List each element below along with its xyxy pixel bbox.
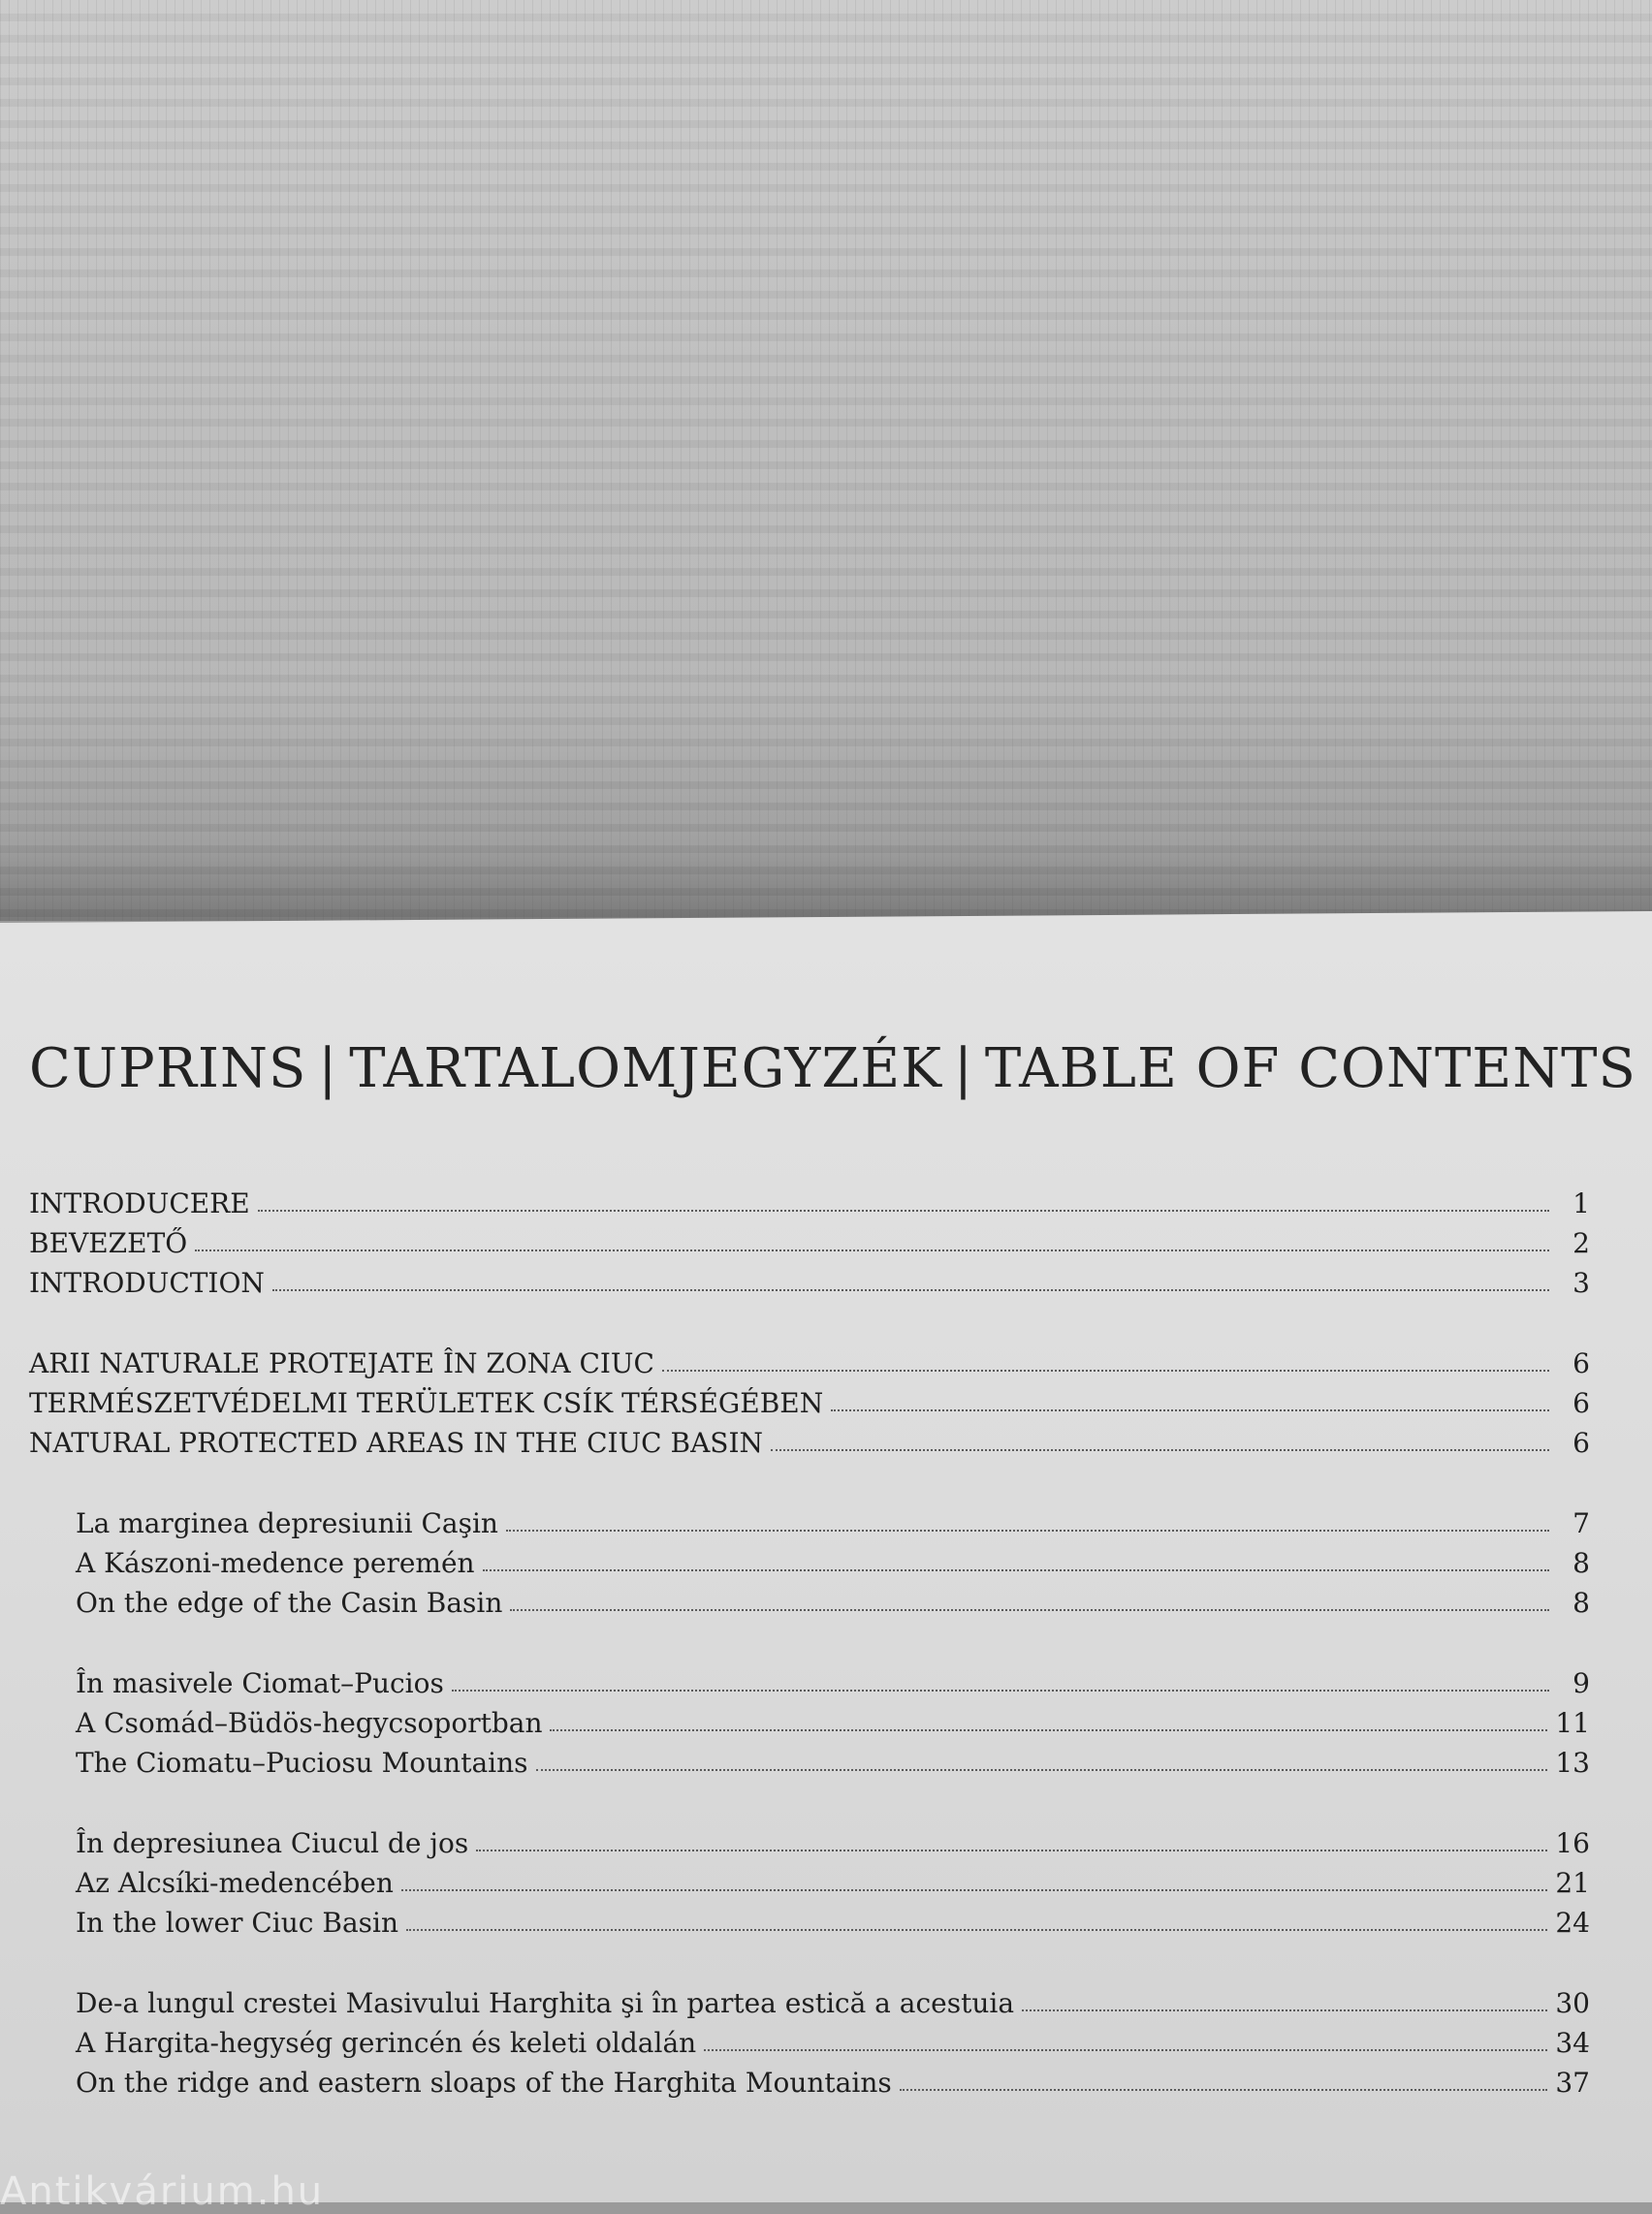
dot-leader bbox=[704, 2049, 1547, 2051]
toc-entry-page: 30 bbox=[1555, 1987, 1590, 2019]
toc-entry-label: În depresiunea Ciucul de jos bbox=[76, 1827, 469, 1859]
dot-leader bbox=[272, 1289, 1549, 1291]
toc-entry[interactable] bbox=[76, 1707, 1590, 1739]
toc-entry[interactable] bbox=[76, 1507, 1590, 1539]
dot-leader bbox=[1022, 2009, 1547, 2011]
toc-entry-page: 24 bbox=[1555, 1907, 1590, 1939]
toc-entry-label: INTRODUCTION bbox=[29, 1267, 265, 1299]
title-separator: | bbox=[954, 1037, 973, 1100]
toc-entry-label: De-a lungul crestei Masivului Harghita şi în partea estică a acestuia bbox=[76, 1987, 1015, 2019]
toc-entry-label: On the ridge and eastern sloaps of the Harghita Mountains bbox=[76, 2067, 892, 2099]
title-separator: | bbox=[318, 1037, 338, 1100]
dot-leader bbox=[401, 1889, 1547, 1891]
dot-leader bbox=[258, 1210, 1549, 1212]
dot-leader bbox=[536, 1769, 1548, 1771]
toc-entry-label: În masivele Ciomat–Pucios bbox=[76, 1667, 444, 1699]
toc-entry-label: A Csomád–Büdös-hegycsoportban bbox=[76, 1707, 543, 1739]
dot-leader bbox=[195, 1249, 1549, 1251]
toc-entry[interactable] bbox=[29, 1387, 1590, 1419]
toc-entry[interactable] bbox=[76, 1667, 1590, 1699]
title-english: TABLE OF CONTENTS bbox=[984, 1037, 1636, 1100]
toc-entry[interactable] bbox=[29, 1187, 1590, 1219]
toc-entry[interactable] bbox=[76, 1907, 1590, 1939]
dot-leader bbox=[483, 1569, 1549, 1571]
toc-entry[interactable] bbox=[29, 1427, 1590, 1459]
cover-texture bbox=[0, 0, 1652, 921]
toc-entry[interactable] bbox=[76, 1547, 1590, 1579]
toc-entry[interactable] bbox=[29, 1227, 1590, 1259]
dot-leader bbox=[771, 1449, 1549, 1451]
toc-entry-label: A Kászoni-medence peremén bbox=[76, 1547, 475, 1579]
toc-entry-page: 34 bbox=[1555, 2027, 1590, 2059]
toc-entry-page: 6 bbox=[1573, 1427, 1590, 1459]
title-hungarian: TARTALOMJEGYZÉK bbox=[349, 1037, 942, 1100]
toc-entry[interactable] bbox=[76, 1867, 1590, 1899]
toc-entry-page: 21 bbox=[1555, 1867, 1590, 1899]
dot-leader bbox=[510, 1609, 1549, 1611]
toc-entry-page: 16 bbox=[1555, 1827, 1590, 1859]
dot-leader bbox=[452, 1690, 1549, 1692]
toc-entry-page: 7 bbox=[1573, 1507, 1590, 1539]
toc-entry-label: On the edge of the Casin Basin bbox=[76, 1587, 503, 1619]
dot-leader bbox=[831, 1409, 1549, 1411]
toc-entry-page: 11 bbox=[1555, 1707, 1590, 1739]
toc-entry[interactable] bbox=[76, 1827, 1590, 1859]
toc-entry-page: 6 bbox=[1573, 1347, 1590, 1379]
toc-entry[interactable] bbox=[76, 2027, 1590, 2059]
toc-entry-page: 1 bbox=[1573, 1187, 1590, 1219]
toc-entry[interactable] bbox=[76, 1987, 1590, 2019]
page-title bbox=[29, 1037, 1638, 1100]
toc-entry-label: Az Alcsíki-medencében bbox=[76, 1867, 394, 1899]
toc-entry-label: NATURAL PROTECTED AREAS IN THE CIUC BASIN bbox=[29, 1427, 764, 1459]
title-romanian: CUPRINS bbox=[29, 1037, 307, 1100]
toc-entry[interactable] bbox=[29, 1267, 1590, 1299]
toc-entry-page: 9 bbox=[1573, 1667, 1590, 1699]
toc-entry-page: 37 bbox=[1555, 2067, 1590, 2099]
dot-leader bbox=[900, 2089, 1548, 2091]
cover-shadow bbox=[0, 843, 1652, 921]
toc-entry-label: BEVEZETŐ bbox=[29, 1227, 188, 1259]
toc-entry[interactable] bbox=[76, 1587, 1590, 1619]
dot-leader bbox=[506, 1530, 1549, 1532]
toc-entry[interactable] bbox=[29, 1347, 1590, 1379]
toc-entry-label: La marginea depresiunii Caşin bbox=[76, 1507, 498, 1539]
toc-entry[interactable] bbox=[76, 2067, 1590, 2099]
dot-leader bbox=[550, 1729, 1547, 1731]
dot-leader bbox=[476, 1850, 1547, 1851]
toc-entry-label: The Ciomatu–Puciosu Mountains bbox=[76, 1747, 528, 1779]
toc-entry[interactable] bbox=[76, 1747, 1590, 1779]
toc-entry-page: 8 bbox=[1573, 1547, 1590, 1579]
dot-leader bbox=[406, 1929, 1547, 1931]
watermark: Antikvárium.hu bbox=[0, 2169, 325, 2214]
toc-entry-label: A Hargita-hegység gerincén és keleti oldalán bbox=[76, 2027, 697, 2059]
toc-entry-label: TERMÉSZETVÉDELMI TERÜLETEK CSÍK TÉRSÉGÉBEN bbox=[29, 1387, 824, 1419]
dot-leader bbox=[662, 1370, 1549, 1372]
toc-entry-label: INTRODUCERE bbox=[29, 1187, 250, 1219]
toc-entry-label: ARII NATURALE PROTEJATE ÎN ZONA CIUC bbox=[29, 1347, 654, 1379]
toc-entry-page: 13 bbox=[1555, 1747, 1590, 1779]
toc-entry-page: 8 bbox=[1573, 1587, 1590, 1619]
toc-entry-page: 2 bbox=[1573, 1227, 1590, 1259]
toc-entry-page: 3 bbox=[1573, 1267, 1590, 1299]
toc-entry-label: In the lower Ciuc Basin bbox=[76, 1907, 399, 1939]
toc-entry-page: 6 bbox=[1573, 1387, 1590, 1419]
